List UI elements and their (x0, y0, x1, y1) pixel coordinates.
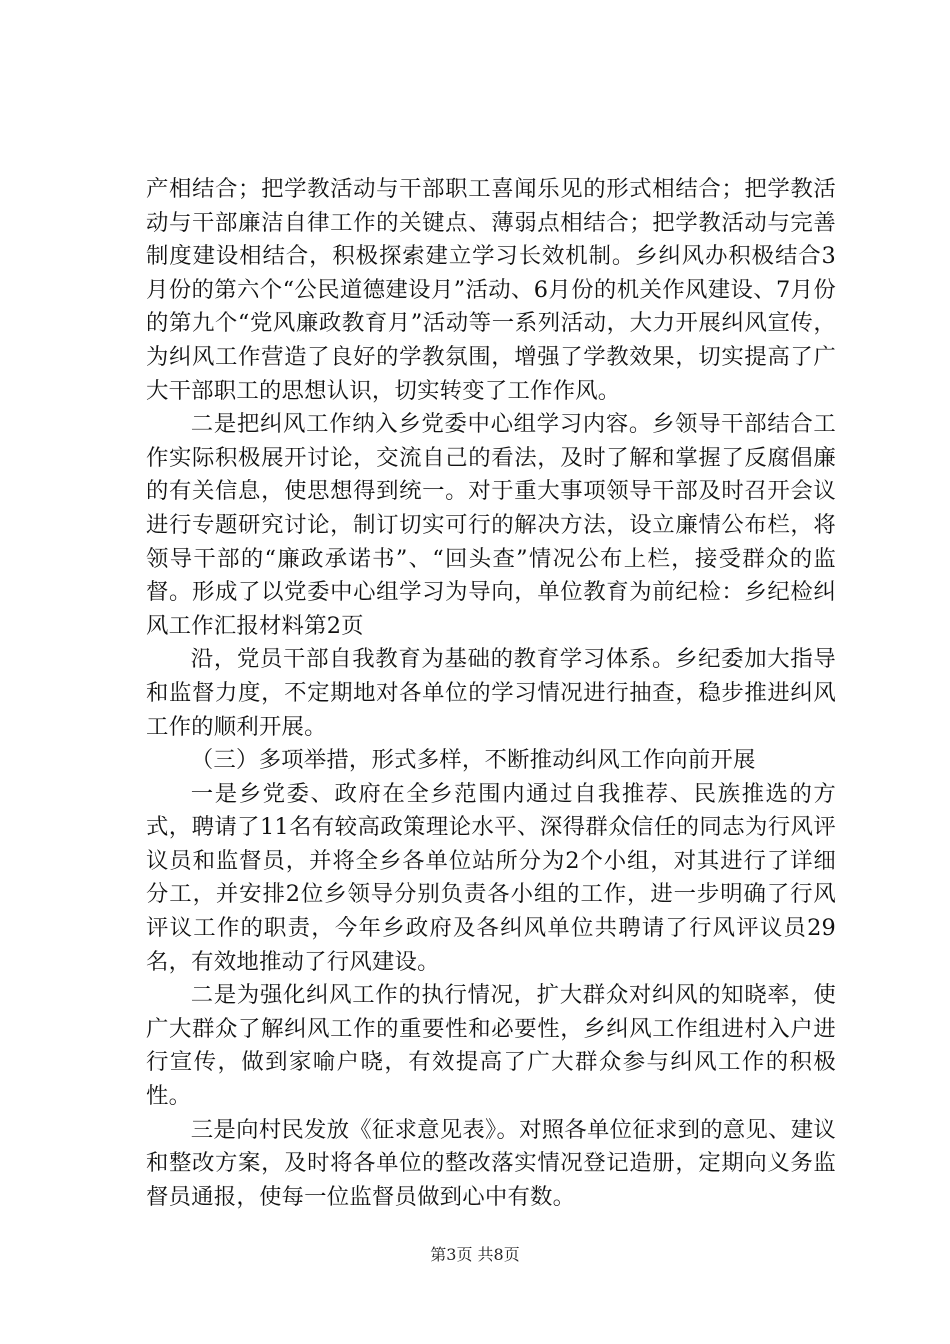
paragraph-6: 三是向村民发放《征求意见表》。对照各单位征求到的意见、建议和整改方案，及时将各单位的整改落实情况登记造册，定期向义务监督员通报，使每一位监督员做到心中有数。 (146, 1116, 836, 1210)
paragraph-3: 沿，党员干部自我教育为基础的教育学习体系。乡纪委加大指导和监督力度，不定期地对各单位的学习情况进行抽查，稳步推进纠风工作的顺利开展。 (146, 646, 836, 740)
paragraph-1: 产相结合；把学教活动与干部职工喜闻乐见的形式相结合；把学教活动与干部廉洁自律工作的关键点、薄弱点相结合；把学教活动与完善制度建设相结合，积极探索建立学习长效机制。乡纠风办积极结合3月份的第六个“公民道德建设月”活动、6月份的机关作风建设、7月份的第九个“党风廉政教育月”活动等一系列活动，大力开展纠风宣传，为纠风工作营造了良好的学教氛围，增强了学教效果，切实提高了广大干部职工的思想认识，切实转变了工作作风。 (146, 176, 836, 404)
section-heading: （三）多项举措，形式多样，不断推动纠风工作向前开展 (190, 747, 756, 774)
document-body (146, 173, 836, 1214)
paragraph-5: 二是为强化纠风工作的执行情况，扩大群众对纠风的知晓率，使广大群众了解纠风工作的重要性和必要性，乡纠风工作组进村入户进行宣传，做到家喻户晓，有效提高了广大群众参与纠风工作的积极性。 (146, 982, 836, 1110)
paragraph-4: 一是乡党委、政府在全乡范围内通过自我推荐、民族推选的方式，聘请了11名有较高政策理论水平、深得群众信任的同志为行风评议员和监督员，并将全乡各单位站所分为2个小组，对其进行了详细分工，并安排2位乡领导分别负责各小组的工作，进一步明确了行风评议工作的职责，今年乡政府及各纠风单位共聘请了行风评议员29名，有效地推动了行风建设。 (146, 780, 836, 975)
paragraph-2: 二是把纠风工作纳入乡党委中心组学习内容。乡领导干部结合工作实际积极展开讨论，交流自己的看法，及时了解和掌握了反腐倡廉的有关信息，使思想得到统一。对于重大事项领导干部及时召开会议进行专题研究讨论，制订切实可行的解决方法，设立廉情公布栏，将领导干部的“廉政承诺书”、“回头查”情况公布上栏，接受群众的监督。形成了以党委中心组学习为导向，单位教育为前纪检：乡纪检纠风工作汇报材料第2页 (146, 411, 836, 639)
page-footer: 第3页 共8页 (430, 1245, 520, 1264)
